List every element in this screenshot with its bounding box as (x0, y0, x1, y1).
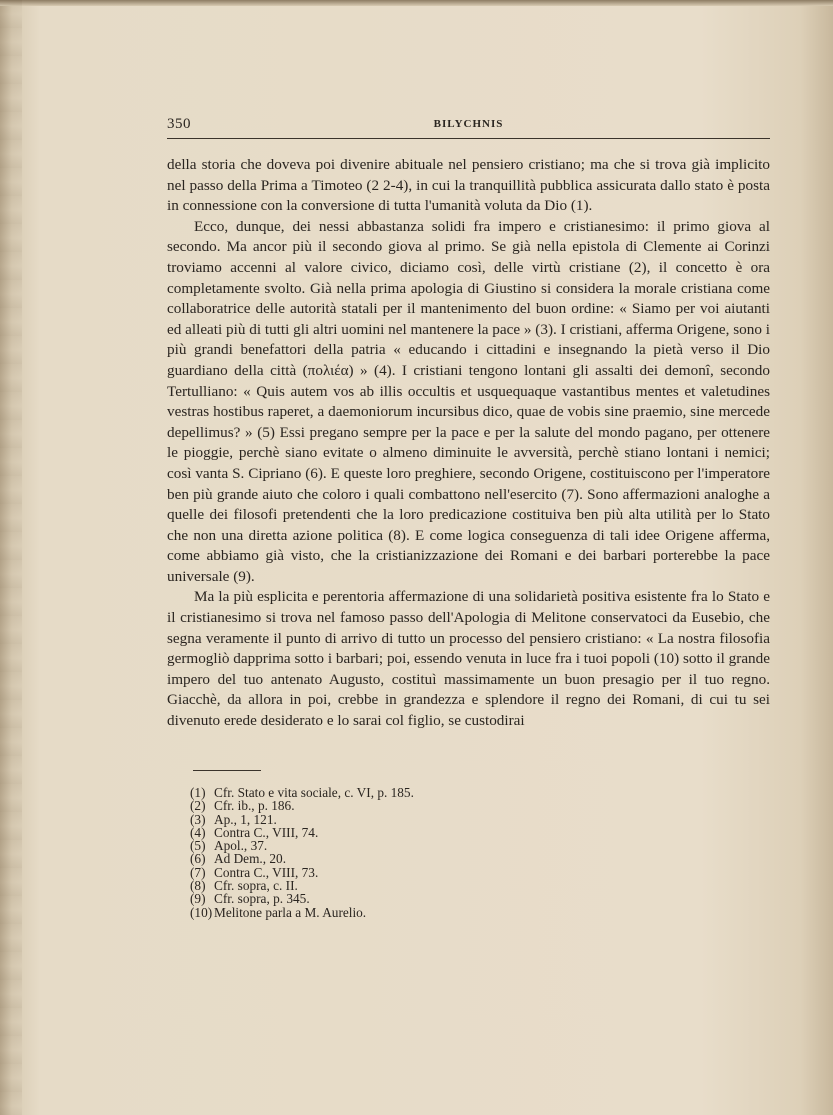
footnote-text: Cfr. Stato e vita sociale, c. VI, p. 185. (214, 785, 414, 800)
paragraph: Ma la più esplicita e perentoria affermazione di una solidarietà positiva esistente fra lo Stato e il cristianesimo si trova nel famoso passo dell'Apologia di Melitone conservatoci da Eusebio, che segna veramente il punto di arrivo di tutto un processo del pensiero cristiano: « La nostra filosofia germogliò dapprima sotto i barbari; poi, essendo venuta in luce fra i tuoi popoli (10) sotto il grande impero del tuo antenato Augusto, costituì massimamente un buon presagio per il tuo regno. Giacchè, da allora in poi, crebbe in grandezza e splendore il regno dei Romani, di cui tu sei divenuto erede desiderato e lo sarai col figlio, se custodirai (167, 588, 770, 730)
footnote-number: (6) (190, 851, 206, 867)
footnote-text: Cfr. ib., p. 186. (214, 798, 295, 814)
footnote-number: (8) (190, 878, 206, 894)
page-number: 350 (167, 116, 191, 132)
footnote (190, 879, 610, 892)
binding-edge (0, 0, 22, 1115)
footnote-text: Contra C., VIII, 74. (214, 824, 319, 840)
footnote (190, 826, 610, 839)
footnote-text: Cfr. sopra, c. II. (214, 878, 298, 894)
footnote (190, 866, 610, 879)
paragraph: Ecco, dunque, dei nessi abbastanza solidi fra impero e cristianesimo: il primo giova al secondo. Ma ancor più il secondo giova al primo. Se già nella epistola di Clemente ai Corinzi troviamo accenni al valore civico, diciamo così, delle virtù cristiane (2), il concetto è ora completamente svolto. Già nella prima apologia di Giustino si considera la morale cristiana come collaboratrice delle autorità statali per il mantenimento del buon ordine: « Siamo per voi aiutanti ed alleati più di tutti gli altri uomini nel mantenere la pace » (3). I cristiani, afferma Origene, sono i più grandi benefattori della patria « educando i cittadini e insegnando la pietà verso il Dio guardiano della città (πολιέα) » (4). I cristiani tengono lontani gli assalti dei demonî, secondo Tertulliano: « Quis autem vos ab illis occultis et usquequaque vastantibus mentes et valetudines vestras hostibus raperet, a daemoniorum incursibus dico, quae de vobis sine praemio, sine mercede depellimus? » (5) Essi pregano sempre per la pace e per la salute del mondo pagano, per ottenere le pioggie, perchè siano evitate o almeno diminuite le avversità, perchè stiano lontani i nemici; così vanta S. Cipriano (6). E queste loro preghiere, secondo Origene, costituiscono per l'imperatore ben più grande aiuto che coloro i quali combattono nell'esercito (7). Sono affermazioni analoghe a quelle dei filosofi pretendenti che la loro predicazione costituiva ben più alta utilità per lo Stato che non una diretta azione politica (8). E come logica conseguenza di tali idee Origene afferma, come abbiamo già visto, che la cristianizzazione dei Romani e dei barbari porterebbe la pace universale (9). (167, 217, 770, 585)
body-text (167, 155, 770, 732)
footnote-text: Ad Dem., 20. (214, 851, 287, 867)
footnote-rule (193, 770, 261, 771)
footnote-number: (7) (190, 864, 206, 880)
header-rule (167, 138, 770, 139)
footnote-number: (10) (190, 904, 213, 920)
footnote (190, 813, 610, 826)
journal-title: BILYCHNIS (433, 118, 504, 130)
footnote (190, 799, 610, 812)
footnote (190, 892, 610, 905)
footnote-number: (5) (190, 838, 206, 854)
footnote-number: (3) (190, 811, 206, 827)
footnote (190, 786, 610, 799)
footnote (190, 852, 610, 865)
footnotes (190, 786, 610, 919)
footnote (190, 839, 610, 852)
footnote-number: (1) (190, 785, 206, 800)
running-header (167, 116, 770, 140)
page-top-edge (0, 0, 833, 6)
paragraph-continued: della storia che doveva poi divenire abituale nel pensiero cristiano; ma che si trova già implicito nel passo della Prima a Timoteo (2 2-4), in cui la tranquillità pubblica assicurata dallo stato è posta in connessione con la conversione di tutta l'umanità voluta da Dio (1). (167, 156, 770, 215)
footnote-text: Ap., 1, 121. (214, 811, 277, 827)
footnote-text: Cfr. sopra, p. 345. (214, 891, 310, 907)
footnote-number: (9) (190, 891, 206, 907)
footnote-text: Contra C., VIII, 73. (214, 864, 319, 880)
footnote-text: Melitone parla a M. Aurelio. (214, 904, 367, 920)
footnote-number: (4) (190, 824, 206, 840)
footnote-text: Apol., 37. (214, 838, 268, 854)
footnote-number: (2) (190, 798, 206, 814)
footnote (190, 906, 610, 919)
